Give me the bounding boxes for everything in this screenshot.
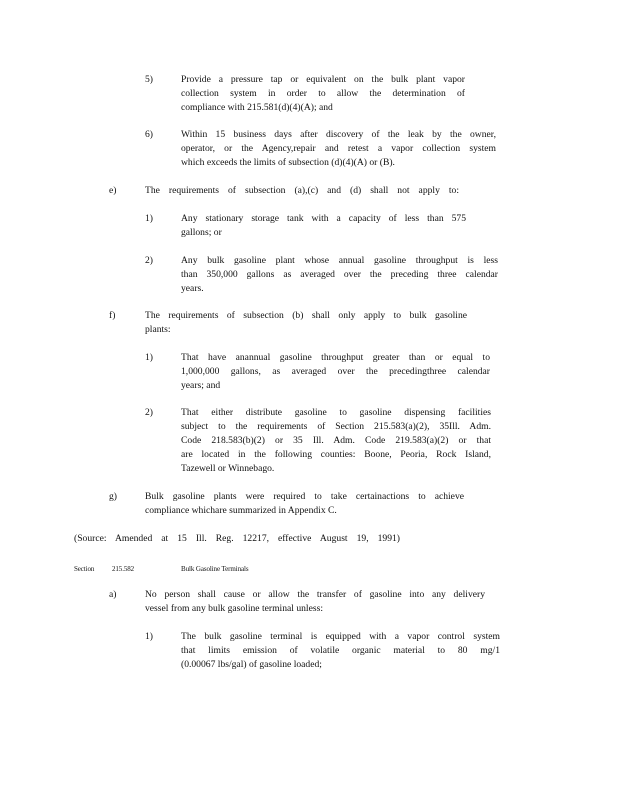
text-line: subject to the requirements of Section 215.583(a)(2), 35Ill. Adm. (181, 421, 491, 432)
section-title: Bulk Gasoline Terminals (181, 565, 249, 573)
subsection-label-a: a) (109, 589, 117, 600)
subsection-label-e: e) (109, 185, 117, 196)
item-text-a1 (181, 630, 500, 672)
text-line: compliance with 215.581(d)(4)(A); and (181, 102, 333, 113)
text-line: Any bulk gasoline plant whose annual gasoline throughput is less (181, 255, 498, 266)
text-line: years. (181, 283, 204, 294)
item-text-e1 (181, 212, 466, 240)
text-line: operator, or the Agency,repair and retest a vapor collection system (181, 143, 496, 154)
text-line: Tazewell or Winnebago. (181, 463, 275, 474)
subsection-text-g (145, 490, 464, 518)
subsection-text-a (145, 588, 485, 616)
source-note-text: (Source: Amended at 15 Ill. Reg. 12217, effective August 19, 1991) (74, 533, 400, 544)
section-number: 215.582 (112, 565, 135, 573)
section-label: Section (74, 565, 95, 573)
text-line: compliance whichare summarized in Appendix C. (145, 505, 337, 516)
item-label-6: 6) (145, 129, 153, 140)
subsection-text-e (145, 184, 459, 198)
item-label-f2: 2) (145, 407, 153, 418)
item-label-e1: 1) (145, 213, 153, 224)
text-line: Any stationary storage tank with a capacity of less than 575 (181, 213, 466, 224)
text-line: (0.00067 lbs/gal) of gasoline loaded; (181, 659, 322, 670)
text-line: No person shall cause or allow the transfer of gasoline into any delivery (145, 589, 485, 600)
text-line: vessel from any bulk gasoline terminal unless: (145, 603, 323, 614)
source-note (74, 532, 400, 546)
subsection-label-f: f) (109, 310, 116, 321)
text-line: years; and (181, 380, 221, 391)
text-line: The bulk gasoline terminal is equipped with a vapor control system (181, 631, 500, 642)
item-text-6 (181, 128, 496, 170)
text-line: That either distribute gasoline to gasoline dispensing facilities (181, 407, 491, 418)
text-line: Within 15 business days after discovery of the leak by the owner, (181, 129, 496, 140)
text-line: The requirements of subsection (b) shall only apply to bulk gasoline (145, 310, 467, 321)
text-line: plants: (145, 324, 171, 335)
item-label-a1: 1) (145, 631, 153, 642)
item-label-f1: 1) (145, 352, 153, 363)
text-line: are located in the following counties: Boone, Peoria, Rock Island, (181, 449, 491, 460)
text-line: that limits emission of volatile organic material to 80 mg/1 (181, 645, 500, 656)
item-label-e2: 2) (145, 255, 153, 266)
subsection-label-g: g) (109, 491, 117, 502)
item-text-5 (181, 73, 465, 115)
text-line: 1,000,000 gallons, as averaged over the precedingthree calendar (181, 366, 490, 377)
text-line: collection system in order to allow the determination of (181, 88, 465, 99)
text-line: Provide a pressure tap or equivalent on the bulk plant vapor (181, 74, 465, 85)
text-line: than 350,000 gallons as averaged over the preceding three calendar (181, 269, 498, 280)
text-line: That have anannual gasoline throughput greater than or equal to (181, 352, 490, 363)
item-label-5: 5) (145, 74, 153, 85)
text-line: The requirements of subsection (a),(c) and (d) shall not apply to: (145, 185, 459, 196)
item-text-f1 (181, 351, 490, 393)
text-line: which exceeds the limits of subsection (d)(4)(A) or (B). (181, 157, 395, 168)
text-line: gallons; or (181, 227, 222, 238)
subsection-text-f (145, 309, 467, 337)
text-line: Code 218.583(b)(2) or 35 Ill. Adm. Code 219.583(a)(2) or that (181, 435, 491, 446)
item-text-f2 (181, 406, 491, 476)
text-line: Bulk gasoline plants were required to take certainactions to achieve (145, 491, 464, 502)
item-text-e2 (181, 254, 498, 296)
